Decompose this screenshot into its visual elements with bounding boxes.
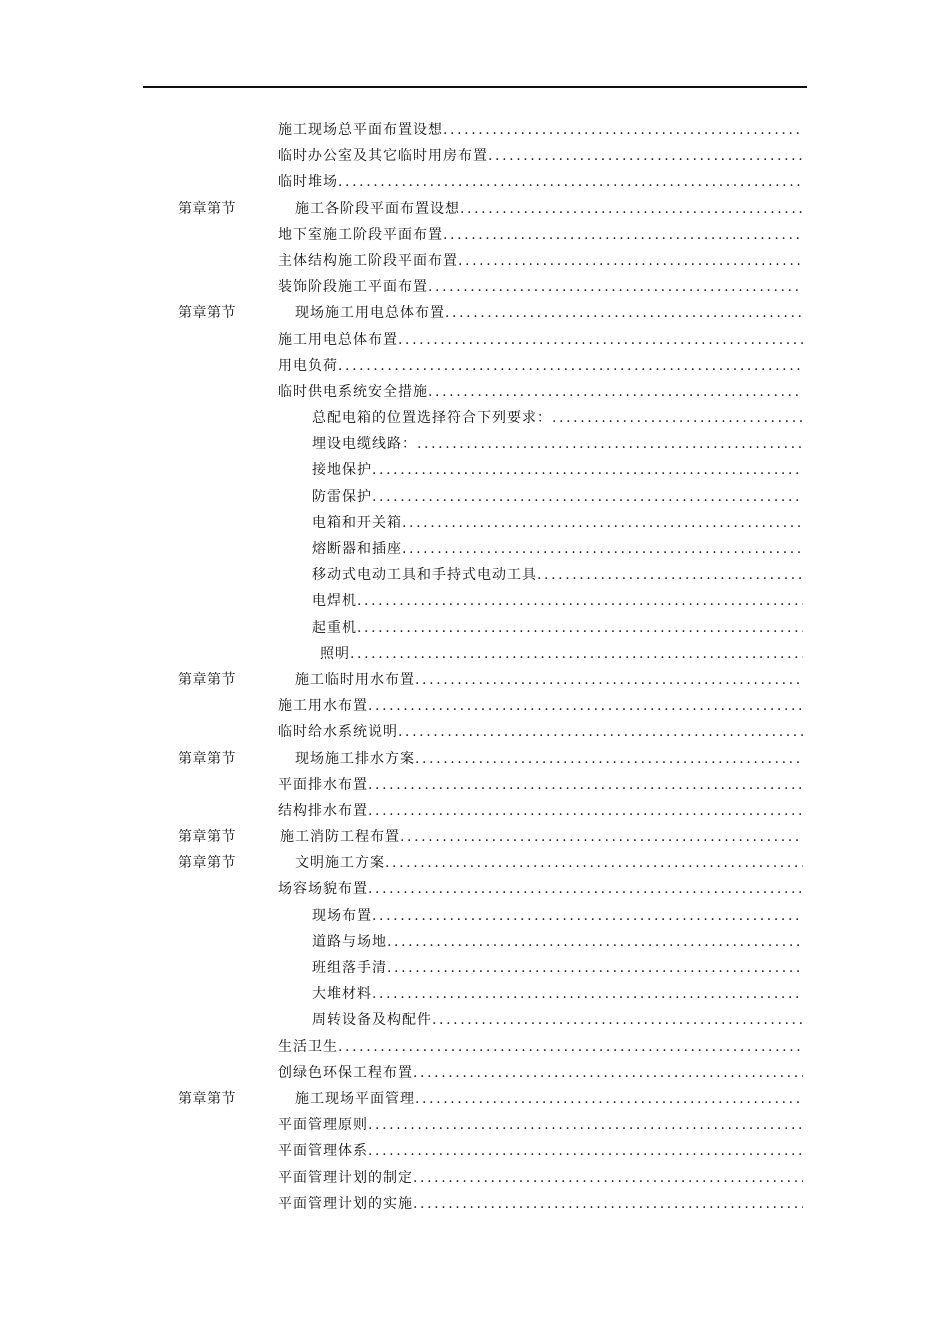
toc-row: [0, 379, 950, 405]
toc-row: [0, 222, 950, 248]
toc-entry-title: 防雷保护: [312, 488, 372, 505]
toc-entry-title: 埋设电缆线路：: [312, 436, 417, 453]
toc-entry[interactable]: [312, 1007, 803, 1033]
toc-entry-title: 施工用水布置: [278, 698, 368, 715]
toc-entry[interactable]: [295, 1086, 803, 1112]
toc-entry[interactable]: [312, 431, 803, 457]
toc-row: [0, 772, 950, 798]
dot-leader: [368, 798, 803, 824]
toc-entry[interactable]: [312, 457, 803, 483]
toc-entry-title: 施工各阶段平面布置设想: [295, 200, 460, 217]
toc-entry[interactable]: [312, 484, 803, 510]
toc-entry[interactable]: [320, 641, 803, 667]
toc-entry-title: 起重机: [312, 619, 357, 636]
dot-leader: [417, 431, 803, 457]
toc-entry-title: 临时办公室及其它临时用房布置: [278, 148, 488, 165]
toc-entry[interactable]: [278, 143, 803, 169]
dot-leader: [552, 405, 803, 431]
chapter-label: 第章第节: [178, 200, 236, 217]
toc-row: [0, 850, 950, 876]
toc-row: [0, 510, 950, 536]
toc-entry-title: 结构排水布置: [278, 802, 368, 819]
toc-entry-title: 平面管理原则: [278, 1117, 368, 1134]
toc-row: [0, 431, 950, 457]
toc-row: [0, 1165, 950, 1191]
toc-row: [0, 798, 950, 824]
toc-entry-title: 大堆材料: [312, 986, 372, 1003]
toc-entry[interactable]: [295, 850, 803, 876]
toc-row: [0, 117, 950, 143]
toc-entry-title: 生活卫生: [278, 1038, 338, 1055]
toc-entry[interactable]: [278, 719, 803, 745]
toc-entry[interactable]: [278, 117, 803, 143]
toc-entry-title: 熔断器和插座: [312, 541, 402, 557]
toc-entry-title: 平面管理计划的实施: [278, 1195, 413, 1212]
dot-leader: [402, 510, 803, 536]
toc-entry-title: 施工用电总体布置: [278, 331, 398, 348]
toc-entry-title: 接地保护: [312, 462, 372, 479]
toc-entry[interactable]: [278, 876, 803, 902]
toc-row: [0, 876, 950, 902]
toc-row: [0, 1112, 950, 1138]
dot-leader: [413, 1060, 803, 1086]
toc-entry[interactable]: [278, 169, 803, 195]
toc-entry-title: 电焊机: [312, 593, 357, 610]
toc-row: [0, 457, 950, 483]
toc-entry[interactable]: [312, 929, 803, 955]
toc-entry[interactable]: [278, 274, 803, 300]
toc-row: [0, 484, 950, 510]
toc-row: [0, 1086, 950, 1112]
dot-leader: [432, 1007, 803, 1033]
toc-entry[interactable]: [278, 1165, 803, 1191]
toc-entry-title: 平面管理体系: [278, 1143, 368, 1160]
toc-entry[interactable]: [312, 510, 803, 536]
toc-row: [0, 693, 950, 719]
dot-leader: [368, 1112, 803, 1138]
toc-entry[interactable]: [278, 1191, 803, 1217]
dot-leader: [428, 379, 803, 405]
chapter-label: 第章第节: [178, 305, 236, 322]
toc-entry[interactable]: [278, 327, 803, 353]
dot-leader: [338, 353, 803, 379]
toc-entry-title: 施工临时用水布置: [295, 671, 415, 688]
toc-row: [0, 588, 950, 614]
dot-leader: [372, 457, 803, 483]
toc-row: [0, 353, 950, 379]
dot-leader: [385, 850, 803, 876]
toc-entry[interactable]: [278, 798, 803, 824]
toc-row: [0, 327, 950, 353]
toc-entry[interactable]: [312, 562, 803, 588]
toc-entry-title: 施工消防工程布置: [280, 829, 400, 846]
dot-leader: [357, 615, 803, 641]
chapter-label: 第章第节: [178, 1090, 236, 1107]
toc-entry[interactable]: [312, 955, 803, 981]
toc-entry[interactable]: [295, 196, 803, 222]
toc-entry-title: 施工现场总平面布置设想: [278, 122, 443, 138]
toc-entry[interactable]: [312, 903, 803, 929]
toc-entry[interactable]: [312, 536, 803, 562]
toc-row: [0, 196, 950, 222]
toc-entry[interactable]: [278, 693, 803, 719]
toc-row: [0, 1007, 950, 1033]
dot-leader: [372, 981, 803, 1007]
toc-row: [0, 536, 950, 562]
toc-row: [0, 719, 950, 745]
dot-leader: [372, 484, 803, 510]
chapter-label: 第章第节: [178, 750, 236, 767]
toc-row: [0, 667, 950, 693]
toc-row: [0, 1060, 950, 1086]
toc-row: [0, 143, 950, 169]
toc-entry-title: 主体结构施工阶段平面布置: [278, 252, 458, 269]
dot-leader: [443, 117, 803, 143]
toc-entry-title: 周转设备及构配件: [312, 1012, 432, 1029]
toc-row: [0, 405, 950, 431]
dot-leader: [368, 1138, 803, 1164]
dot-leader: [458, 248, 803, 274]
toc-entry-title: 现场施工排水方案: [295, 750, 415, 767]
header-rule: [143, 86, 807, 88]
dot-leader: [443, 222, 803, 248]
dot-leader: [338, 1034, 803, 1060]
toc-entry[interactable]: [312, 405, 803, 431]
toc-row: [0, 615, 950, 641]
toc-entry[interactable]: [278, 379, 803, 405]
toc-entry-title: 临时供电系统安全措施: [278, 383, 428, 400]
dot-leader: [338, 169, 803, 195]
toc-entry-title: 现场施工用电总体布置: [295, 305, 445, 322]
dot-leader: [415, 667, 803, 693]
toc-row: [0, 169, 950, 195]
toc-row: [0, 248, 950, 274]
toc-entry-title: 装饰阶段施工平面布置: [278, 279, 428, 296]
dot-leader: [372, 903, 803, 929]
chapter-label: 第章第节: [178, 855, 236, 872]
dot-leader: [402, 536, 803, 562]
toc-row: [0, 641, 950, 667]
toc-row: [0, 824, 950, 850]
toc-entry[interactable]: [278, 1138, 803, 1164]
toc-entry-title: 电箱和开关箱: [312, 514, 402, 531]
table-of-contents: [0, 117, 950, 1217]
toc-entry[interactable]: [295, 300, 803, 326]
dot-leader: [488, 143, 803, 169]
toc-entry[interactable]: [278, 248, 803, 274]
toc-entry-title: 平面管理计划的制定: [278, 1169, 413, 1186]
dot-leader: [387, 955, 803, 981]
chapter-label: 第章第节: [178, 671, 236, 688]
dot-leader: [445, 300, 803, 326]
dot-leader: [400, 824, 803, 850]
toc-entry[interactable]: [278, 222, 803, 248]
toc-entry-title: 临时堆场: [278, 174, 338, 191]
dot-leader: [387, 929, 803, 955]
dot-leader: [537, 562, 803, 588]
toc-row: [0, 1191, 950, 1217]
toc-row: [0, 300, 950, 326]
dot-leader: [357, 588, 803, 614]
toc-entry[interactable]: [312, 588, 803, 614]
toc-entry[interactable]: [278, 1060, 803, 1086]
toc-entry[interactable]: [278, 1034, 803, 1060]
dot-leader: [428, 274, 803, 300]
dot-leader: [368, 693, 803, 719]
dot-leader: [415, 746, 803, 772]
toc-entry-title: 移动式电动工具和手持式电动工具: [312, 567, 537, 584]
toc-entry-title: 用电负荷: [278, 357, 338, 374]
toc-entry-title: 临时给水系统说明: [278, 724, 398, 741]
toc-entry-title: 地下室施工阶段平面布置: [278, 226, 443, 243]
chapter-label: 第章第节: [178, 829, 236, 846]
toc-entry-title: 现场布置: [312, 907, 372, 924]
toc-entry-title: 施工现场平面管理: [295, 1090, 415, 1107]
toc-entry[interactable]: [295, 667, 803, 693]
dot-leader: [368, 772, 803, 798]
toc-entry-title: 照明: [320, 645, 350, 662]
toc-entry-title: 场容场貌布置: [278, 881, 368, 898]
toc-entry-title: 文明施工方案: [295, 855, 385, 872]
toc-entry-title: 创绿色环保工程布置: [278, 1064, 413, 1081]
toc-entry[interactable]: [312, 981, 803, 1007]
dot-leader: [398, 719, 803, 745]
toc-row: [0, 274, 950, 300]
toc-entry[interactable]: [312, 615, 803, 641]
toc-entry[interactable]: [278, 1112, 803, 1138]
toc-row: [0, 955, 950, 981]
toc-entry-title: 总配电箱的位置选择符合下列要求：: [312, 410, 552, 427]
toc-row: [0, 562, 950, 588]
toc-row: [0, 981, 950, 1007]
dot-leader: [350, 641, 803, 667]
dot-leader: [398, 327, 803, 353]
toc-entry[interactable]: [278, 353, 803, 379]
toc-row: [0, 746, 950, 772]
dot-leader: [368, 876, 803, 902]
toc-row: [0, 903, 950, 929]
toc-entry-title: 平面排水布置: [278, 776, 368, 793]
toc-row: [0, 1138, 950, 1164]
dot-leader: [415, 1086, 803, 1112]
dot-leader: [413, 1191, 803, 1217]
toc-entry[interactable]: [278, 772, 803, 798]
toc-entry[interactable]: [280, 824, 803, 850]
dot-leader: [413, 1165, 803, 1191]
toc-row: [0, 929, 950, 955]
toc-entry-title: 道路与场地: [312, 933, 387, 950]
dot-leader: [460, 196, 803, 222]
toc-row: [0, 1034, 950, 1060]
toc-entry[interactable]: [295, 746, 803, 772]
toc-entry-title: 班组落手清: [312, 960, 387, 976]
